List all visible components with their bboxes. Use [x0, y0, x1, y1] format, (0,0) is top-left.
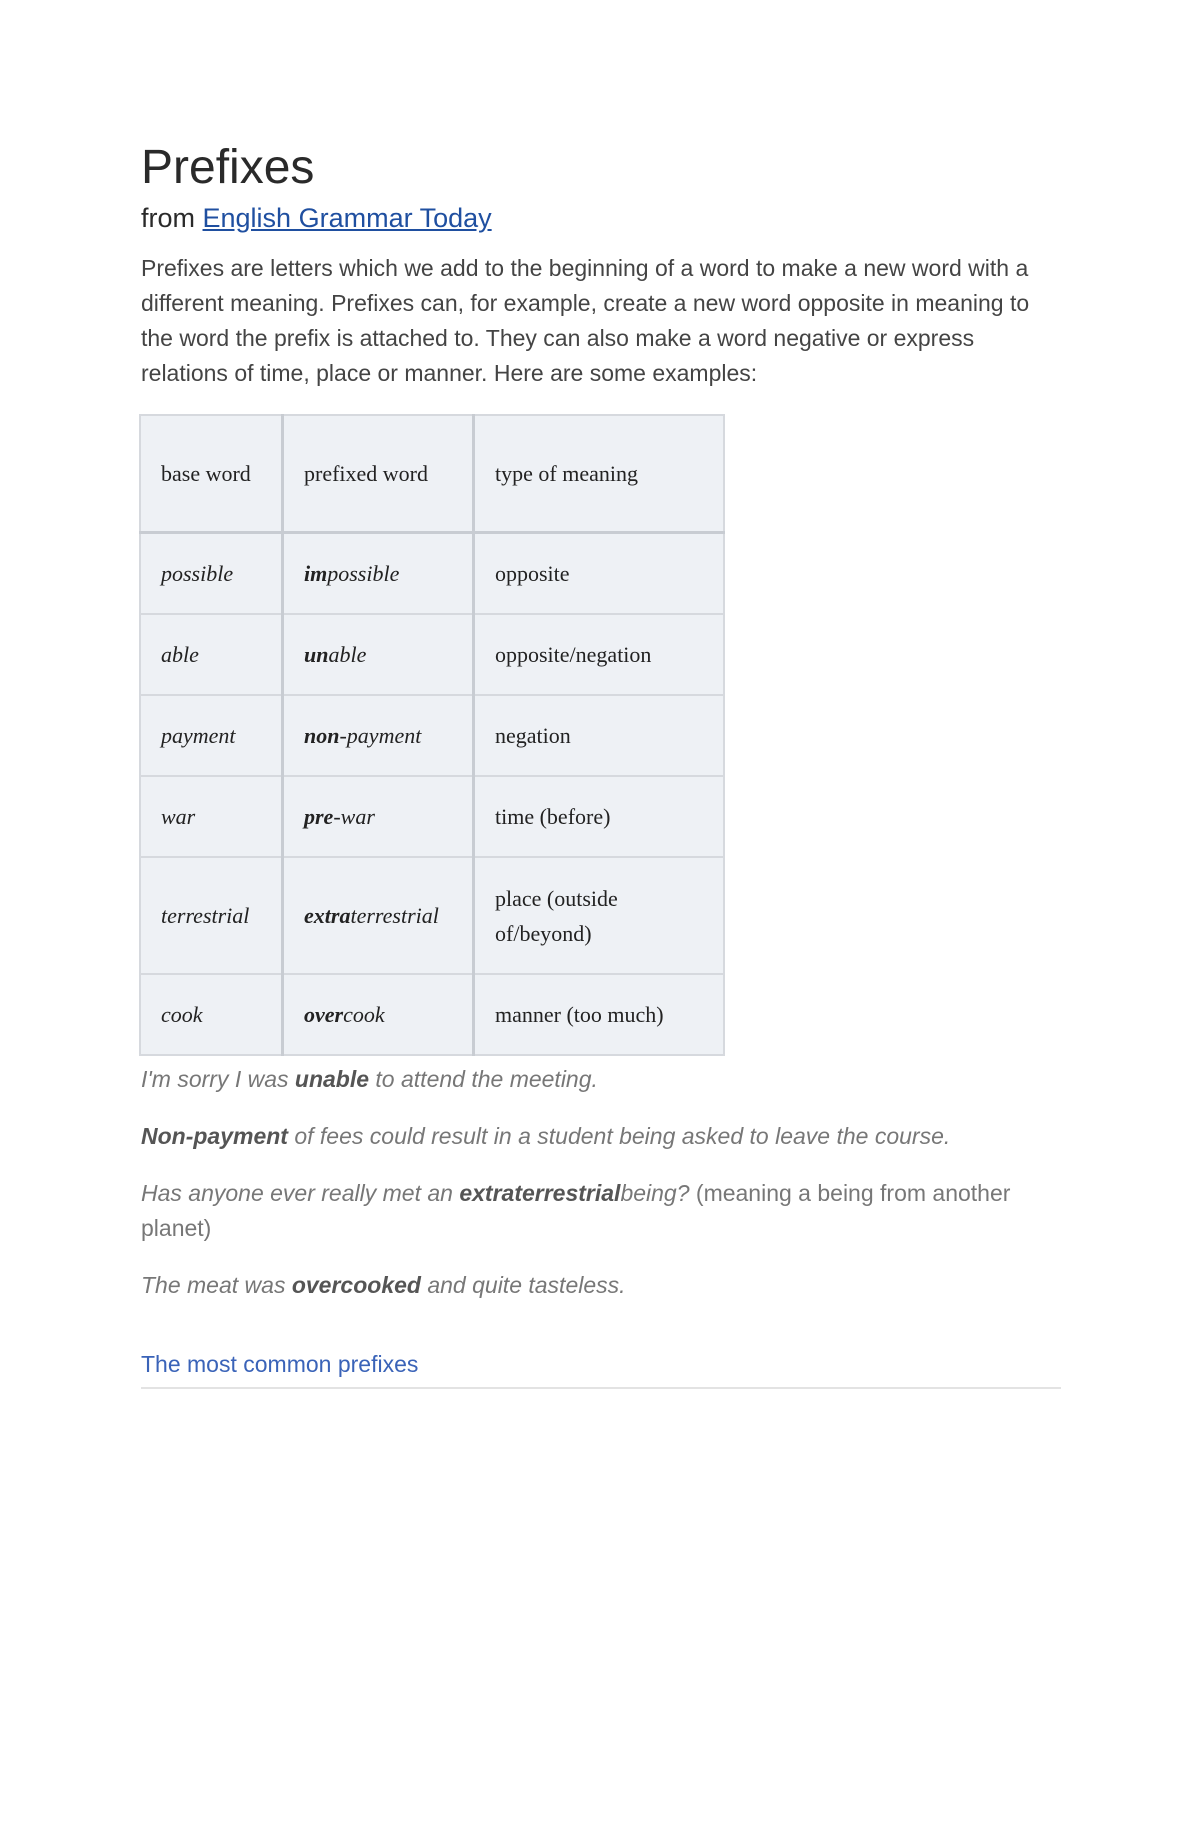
table-row [140, 974, 724, 1055]
example-note: (meaning a being from another planet) [141, 1180, 1011, 1241]
table-row [140, 857, 724, 974]
cell-prefixed [283, 695, 474, 776]
example-after: being? [620, 1180, 690, 1206]
cell-prefixed [283, 776, 474, 857]
prefix-part: im [304, 561, 328, 586]
stem-part: able [328, 642, 367, 667]
example-highlight: extraterrestrial [459, 1180, 621, 1206]
cell-meaning: negation [474, 695, 725, 776]
table-header-row [140, 415, 724, 533]
example-sentence [141, 1062, 1061, 1097]
section-heading-link[interactable]: The most common prefixes [141, 1349, 1061, 1389]
example-highlight: overcooked [291, 1272, 421, 1298]
page-content [141, 140, 1061, 1389]
prefix-part: pre [304, 804, 334, 829]
table-row [140, 533, 724, 615]
cell-base: cook [140, 974, 283, 1055]
stem-part: terrestrial [350, 903, 439, 928]
cell-meaning: opposite [474, 533, 725, 615]
cell-prefixed [283, 614, 474, 695]
table-row [140, 695, 724, 776]
cell-base: terrestrial [140, 857, 283, 974]
source-line [141, 202, 1061, 234]
header-type-of-meaning: type of meaning [474, 415, 725, 533]
stem-part: -payment [339, 723, 422, 748]
example-after: to attend the meeting. [369, 1066, 598, 1092]
cell-meaning: opposite/negation [474, 614, 725, 695]
cell-meaning: manner (too much) [474, 974, 725, 1055]
prefix-part: over [304, 1002, 344, 1027]
header-base-word: base word [140, 415, 283, 533]
cell-base: war [140, 776, 283, 857]
example-sentence [141, 1176, 1061, 1246]
table-row [140, 614, 724, 695]
example-highlight: Non-payment [141, 1123, 288, 1149]
stem-part: possible [327, 561, 400, 586]
example-highlight: unable [294, 1066, 370, 1092]
table-row [140, 776, 724, 857]
example-after: of fees could result in a student being asked to leave the course. [287, 1123, 951, 1149]
cell-meaning: time (before) [474, 776, 725, 857]
prefix-table [139, 414, 725, 1056]
example-after: and quite tasteless. [420, 1272, 626, 1298]
source-prefix: from [141, 203, 195, 233]
cell-base: payment [140, 695, 283, 776]
example-sentence [141, 1119, 1061, 1154]
source-link[interactable]: English Grammar Today [202, 203, 492, 233]
cell-base: possible [140, 533, 283, 615]
cell-base: able [140, 614, 283, 695]
example-before: Has anyone ever really met an [141, 1180, 460, 1206]
header-prefixed-word: prefixed word [283, 415, 474, 533]
example-before: I'm sorry I was [141, 1066, 295, 1092]
example-sentence [141, 1268, 1061, 1303]
prefix-part: extra [304, 903, 351, 928]
intro-paragraph: Prefixes are letters which we add to the beginning of a word to make a new word with a different meaning. Prefixes can, for example, create a new word opposite in meaning to the word the prefix is attached to. They can also make a word negative or express relations of time, place or manner. Here are some examples: [141, 255, 1030, 386]
cell-prefixed [283, 533, 474, 615]
page-title: Prefixes [141, 141, 315, 194]
prefix-part: non [304, 723, 340, 748]
cell-prefixed [283, 974, 474, 1055]
stem-part: cook [343, 1002, 385, 1027]
cell-meaning: place (outside of/beyond) [474, 857, 725, 974]
stem-part: -war [333, 804, 375, 829]
cell-prefixed [283, 857, 474, 974]
example-sentences [141, 1062, 1061, 1303]
example-before: The meat was [141, 1272, 292, 1298]
prefix-part: un [304, 642, 329, 667]
